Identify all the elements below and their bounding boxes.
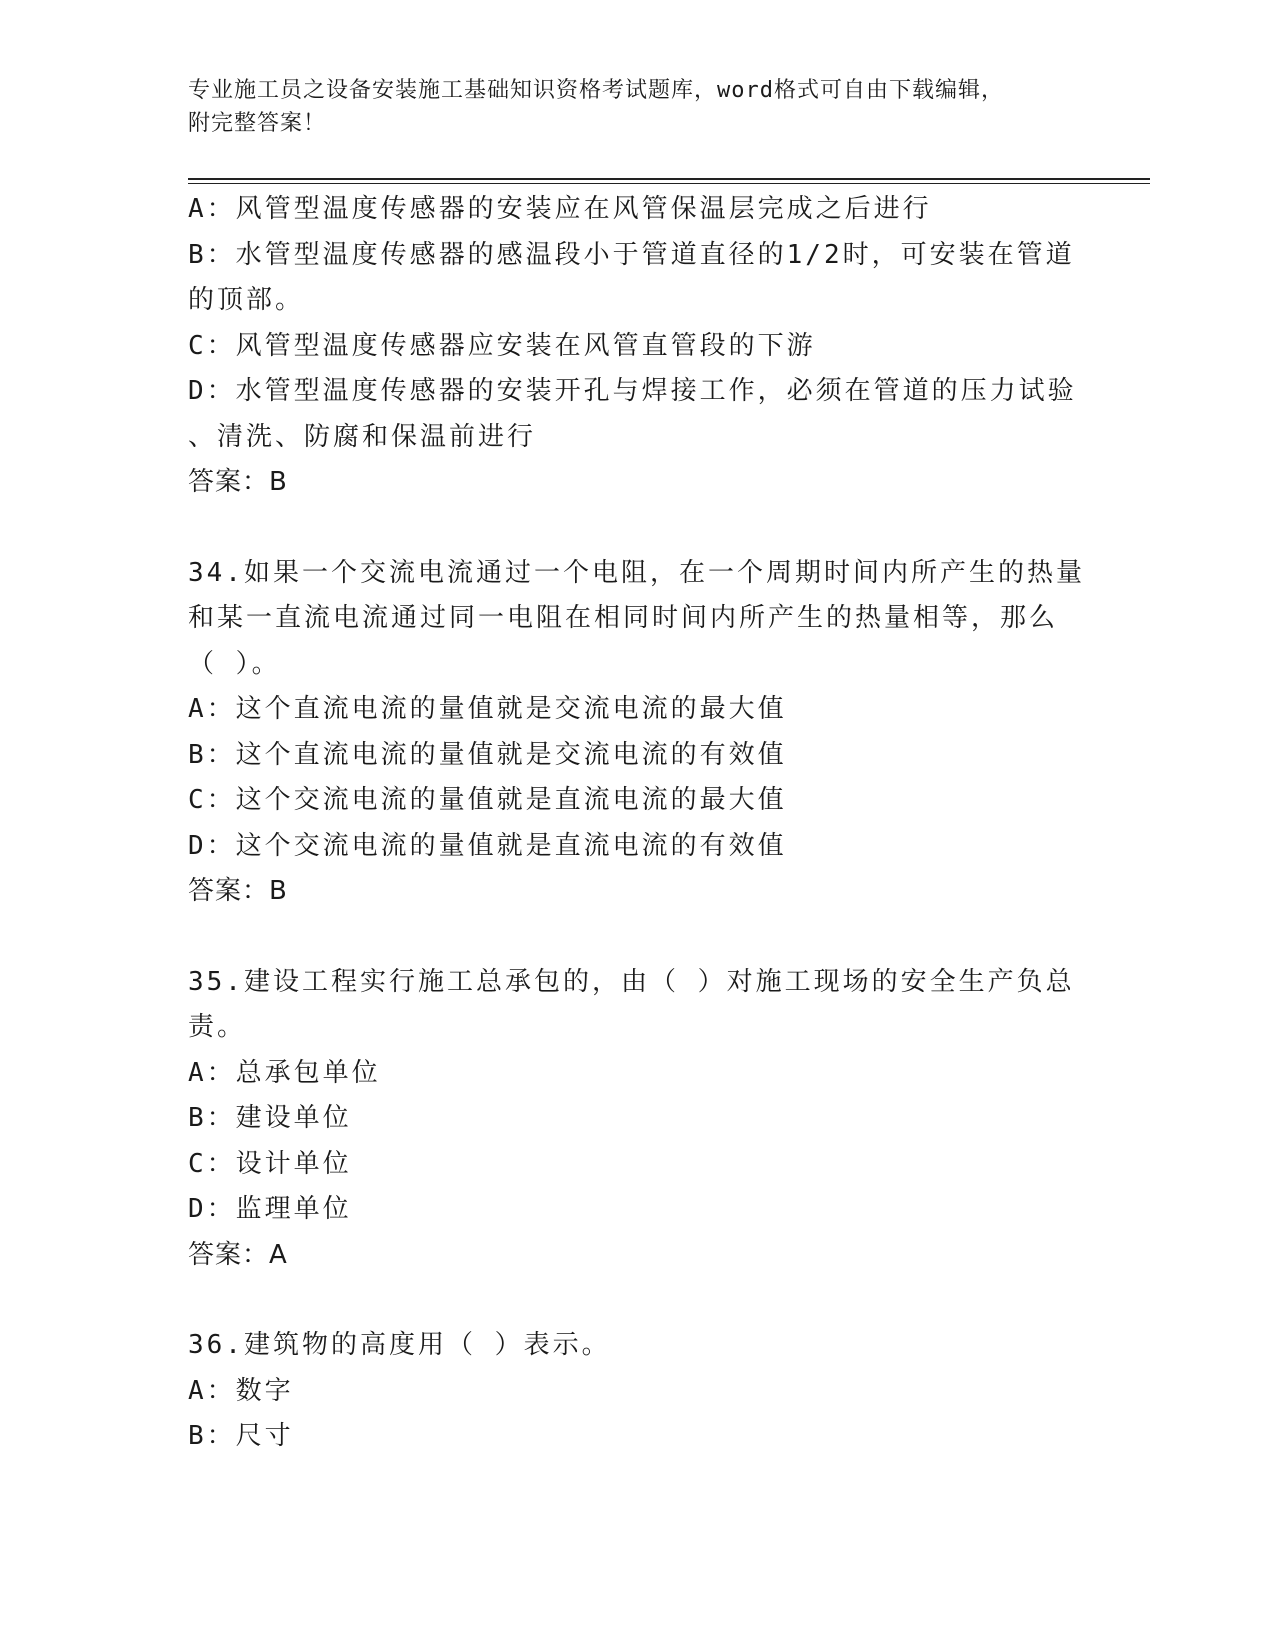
option-b: B：这个直流电流的量值就是交流电流的有效值 — [188, 739, 787, 770]
question-stem-continued: （ ）。 — [188, 648, 281, 679]
header-divider — [188, 178, 1150, 184]
answer: 答案：A — [188, 1239, 288, 1270]
option-a: A：数字 — [188, 1375, 294, 1406]
option-d-continued: 、清洗、防腐和保温前进行 — [188, 421, 537, 452]
option-d: D：水管型温度传感器的安装开孔与焊接工作，必须在管道的压力试验 — [188, 376, 1077, 406]
question-stem-continued: 和某一直流电流通过同一电阻在相同时间内所产生的热量相等，那么 — [188, 603, 1059, 633]
option-b: B：水管型温度传感器的感温段小于管道直径的1/2时，可安装在管道 — [188, 239, 1075, 270]
option-b: B：尺寸 — [188, 1421, 294, 1451]
spacer — [188, 506, 1088, 551]
option-a: A：这个直流电流的量值就是交流电流的最大值 — [188, 694, 787, 724]
question-33 — [188, 187, 1088, 506]
question-stem: 34.如果一个交流电流通过一个电阻，在一个周期时间内所产生的热量 — [188, 557, 1085, 588]
answer: 答案：B — [188, 467, 288, 497]
header-line-2: 附完整答案！ — [188, 111, 327, 136]
option-c: C：设计单位 — [188, 1148, 352, 1179]
spacer — [188, 1278, 1088, 1323]
question-35 — [188, 960, 1088, 1279]
option-c: C：这个交流电流的量值就是直流电流的最大值 — [188, 785, 787, 815]
option-c: C：风管型温度传感器应安装在风管直管段的下游 — [188, 330, 816, 361]
document-header — [188, 74, 1068, 140]
question-34 — [188, 551, 1088, 915]
option-d: D：这个交流电流的量值就是直流电流的有效值 — [188, 830, 787, 861]
option-b-continued: 的顶部。 — [188, 285, 305, 315]
option-a: A：总承包单位 — [188, 1057, 381, 1088]
option-d: D：监理单位 — [188, 1194, 352, 1224]
option-a: A：风管型温度传感器的安装应在风管保温层完成之后进行 — [188, 194, 932, 224]
question-stem: 36.建筑物的高度用（ ）表示。 — [188, 1330, 611, 1360]
answer: 答案：B — [188, 876, 288, 906]
question-stem-continued: 责。 — [188, 1012, 247, 1042]
question-stem: 35.建设工程实行施工总承包的，由（ ）对施工现场的安全生产负总 — [188, 966, 1075, 997]
option-b: B：建设单位 — [188, 1103, 352, 1133]
question-list — [188, 187, 1088, 1460]
spacer — [188, 915, 1088, 960]
question-36 — [188, 1323, 1088, 1460]
header-line-1: 专业施工员之设备安装施工基础知识资格考试题库，word格式可自由下载编辑， — [188, 78, 1004, 103]
